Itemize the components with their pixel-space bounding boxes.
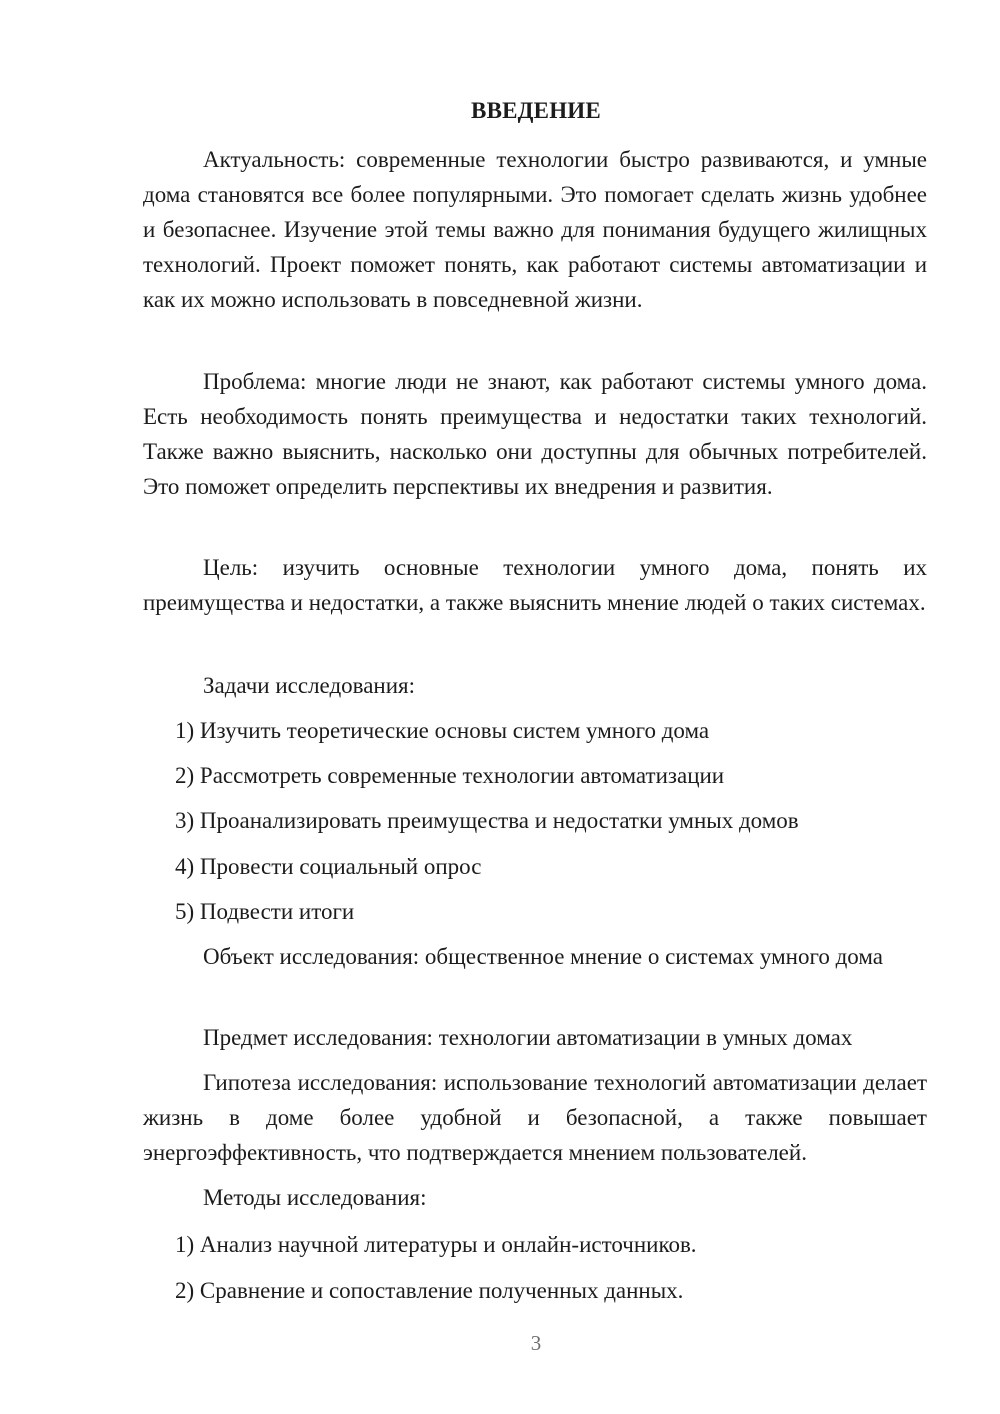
task-item-4: 4) Провести социальный опрос	[175, 854, 482, 879]
task-item-5: 5) Подвести итоги	[175, 899, 355, 924]
subject-paragraph: Предмет исследования: технологии автоматизации в умных домах	[203, 1025, 853, 1050]
tasks-heading: Задачи исследования:	[203, 673, 416, 698]
task-item-2: 2) Рассмотреть современные технологии автоматизации	[175, 763, 725, 788]
method-item-1: 1) Анализ научной литературы и онлайн-источников.	[175, 1232, 697, 1257]
goal-paragraph: Цель: изучить основные технологии умного дома, понять их преимущества и недостатки, а также выяснить мнение людей о таких системах.	[143, 555, 927, 615]
page-title: ВВЕДЕНИЕ	[471, 98, 601, 123]
methods-heading: Методы исследования:	[203, 1185, 427, 1210]
object-paragraph: Объект исследования: общественное мнение о системах умного дома	[203, 944, 883, 969]
task-item-3: 3) Проанализировать преимущества и недостатки умных домов	[175, 808, 799, 833]
task-item-1: 1) Изучить теоретические основы систем умного дома	[175, 718, 710, 743]
hypothesis-paragraph: Гипотеза исследования: использование технологий автоматизации делает жизнь в доме более удобной и безопасной, а также повышает энергоэффективность, что подтверждается мнением пользователей.	[143, 1070, 927, 1165]
page-number: 3	[530, 1331, 542, 1355]
problem-paragraph: Проблема: многие люди не знают, как работают системы умного дома. Есть необходимость понять преимущества и недостатки таких технологий. Также важно выяснить, насколько они доступны для обычных потребителей. Это поможет определить перспективы их внедрения и развития.	[143, 369, 927, 499]
relevance-paragraph: Актуальность: современные технологии быстро развиваются, и умные дома становятся все более популярными. Это помогает сделать жизнь удобнее и безопаснее. Изучение этой темы важно для понимания будущего жилищных технологий. Проект поможет понять, как работают системы автоматизации и как их можно использовать в повседневной жизни.	[143, 147, 927, 312]
method-item-2: 2) Сравнение и сопоставление полученных данных.	[175, 1278, 684, 1303]
